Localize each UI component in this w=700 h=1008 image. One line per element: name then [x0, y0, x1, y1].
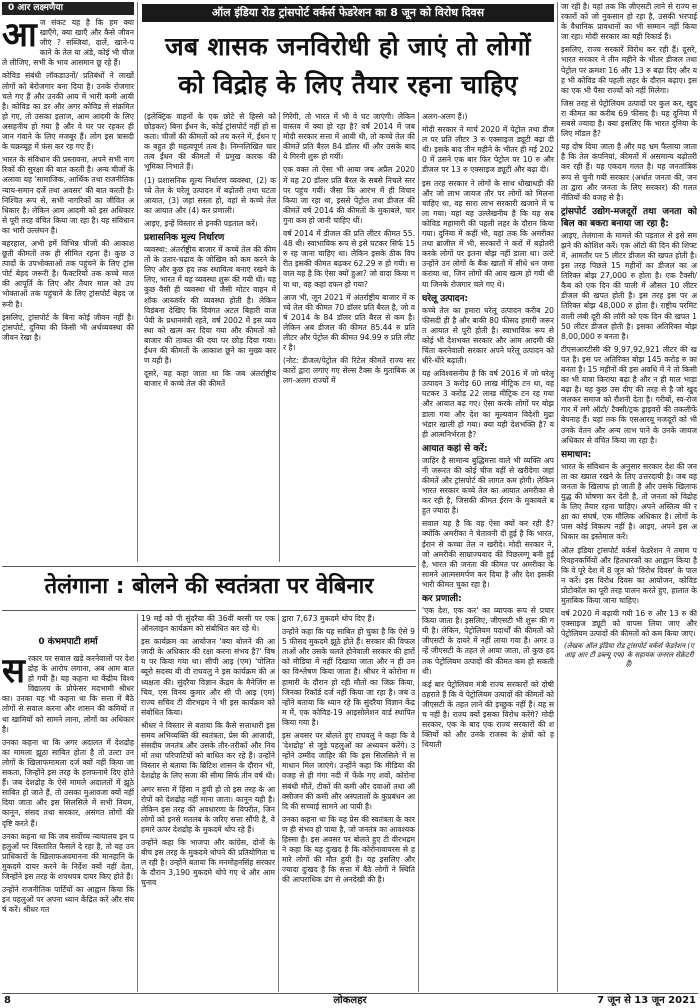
column-divider	[137, 2, 138, 562]
telangana-headline: तेलंगाना : बोलने की स्वतंत्रता पर वेबिनार	[44, 574, 374, 599]
article-paragraph: गिरेंगी, तो भारत में भी वे घट जाएंगी। लेकिन वास्तव में क्या हो रहा है? वर्ष 2014 में जब मोदी सरकार सत्ता में आयी थी, तो कच्चे तेल की कीमतें प्रति बैरल 84 डॉलर थीं और उसके बाद ये गिरनी शुरू हो गयीं।	[283, 112, 415, 162]
article-paragraph: व्यवस्था: अंतर्राष्ट्रीय बाजार में कच्चे तेल की कीमतों के उतार-चढ़ाव के जोखिम को कम करने के लिए और कुछ हद तक स्थायित्व बनाए रखने के लिए, भारत में यह व्यवस्था शुरू की गयी थी। यह कुछ वैसी ही व्यवस्था थी जैसी मोटर वाहन में शॉक आब्जर्वर की व्यवस्था होती है। लेकिन विडंबना देखिए कि दिवंगत अटल बिहारी वाजपेयी के प्रधानमंत्री रहते, वर्ष 2002 में इस व्यवस्था को खत्म कर दिया गया और कीमतों को बाजार की ताकत की दया पर छोड़ दिया गया। ईंधन की कीमतों के आकाश छूने का मुख्य कारण यही है।	[144, 245, 276, 366]
section-divider	[2, 566, 416, 567]
main-headline-line2: को विद्रोह के लिए तैयार रहना चाहिए	[178, 70, 518, 99]
article-paragraph: एक वक्त तो ऐसा भी आया जब अप्रैल 2020 में यह 20 डॉलर प्रति बैरल के सबसे निचले स्तर पर पहुंच गयीं। जैसा कि आरंभ में ही विचार किया जा रहा था, इससे पेट्रोल तथा डीजल की कीमतें वर्ष 2014 की कीमतों के मुकाबले, चार गुना कम हो जानी चाहिए थीं।	[283, 165, 415, 225]
main-headline-line1: जब शासक जनविरोधी हो जाएं तो लोगों	[165, 32, 531, 61]
article-paragraph: सवाल यह है कि वह ऐसा क्यों कर रही है? क्योंकि अमरीका ने चेतावनी दी हुई है कि भारत, ईरान से कच्चा तेल न खरीदे। मोदी सरकार ने, जो अमरीकी साम्राज्यवाद की पिछलग्गू बनी हुई है, भारत की जनता की कीमत पर अमरीका के सामने आत्मसमर्पण कर दिया है और देश इसकी भारी कीमत चुका रहा है।	[422, 519, 554, 589]
left-paragraph: ज संकट यह है कि हम क्या खाएँगे, क्या खाएँ और कैसे जीवन जीएं ? सब्जियां, दालें, खाने-पकाने के तेल या अंडे, कोई भी चीज ले लीजिए, सभी के भाव आसमान छू रहे हैं।	[2, 18, 134, 68]
left-dropcap: आ	[2, 18, 37, 55]
article-paragraph: (इलेक्ट्रिक वाहनों के एक छोटे से हिस्से को छोड़कर) बिना ईंधन के, कोई ट्रांसपोर्ट नहीं हो सकता। चीजों की कीमतों को तय करने में, ईंधन एक बहुत ही महत्वपूर्ण तत्व है। निम्नलिखित चार तत्व ईंधन की कीमतों में प्रमुख कारक की भूमिका निभाते हैं।	[144, 112, 276, 172]
article-paragraph: (नोट: डीजल/पेट्रोल की रिटेल कीमतें राज्य सरकारों द्वारा लगाए गए सेल्स टैक्स के मुताबिक अलग-अलग राज्यों में	[283, 356, 415, 386]
telangana-column-2	[141, 614, 275, 992]
article-paragraph: उनका कहना था कि यह प्रेस की स्वतंत्रता के कारण ही संभव हो पाया है, जो जनतंत्र का आवश्यक हिस्सा है। इस अवसर पर बोलते हुए टी वीरभद्रम ने कहा कि यह दुःखद है कि कोरोनावायरस से हमारे लोगों की मौत हुयी है। यह इसलिए और ज्यादा दुःखद है कि सत्ता में बैठे लोगों ने स्थिति की आपराधिक ढंग से अनदेखी की है।	[282, 814, 415, 885]
article-subhead: ट्रांसपोर्ट उद्योग-मजदूरों तथा जनता को बिल का बकरा बनाया जा रहा है:	[561, 206, 697, 229]
article-column-3	[283, 112, 415, 562]
article-paragraph: जा रही है। यहां तक कि जीएसटी लाने से राज्य सरकारों को जो नुकसान हो रहा है, उसकी भरपाई के वैधानिक प्रावधानों का भी सम्मान नहीं किया जा रहा। मोदी सरकार का यही रिकार्ड है।	[561, 2, 697, 42]
article-paragraph: जाहिर है सामान्य बुद्धिमत्ता वाले भी व्यक्ति अपनी जरूरत की कोई चीज वहीं से खरीदेगा जहां कीमतें और ट्रांसपोर्ट की लागत कम होगी। लेकिन भारत सरकार कच्चे तेल का आयात अमरीका से कर रही है, जिसकी कीमत ईरान के मुकाबले बहुत ज्यादा है।	[422, 455, 554, 516]
article-paragraph: श्रीधर ने विस्तार से बताया कि कैसे सत्ताधारी इस समय अभिव्यक्ति की स्वतंत्रता, प्रेस की आजादी, संसदीय जनतंत्र और उसके तौर-तरीकों और नियमों तथा परिपाटियों को बाधित कर रहे हैं। उन्होंने विस्तार से बताया कि ब्रिटिश शासन के दौरान भी, देशद्रोह के लिए सजा की सीमा सिर्फ तीन वर्ष थी।	[141, 720, 275, 781]
article-paragraph: दूसरे, यह कहा जाता था कि जब अंतर्राष्ट्रीय बाजार में कच्चे तेल की कीमतें	[144, 369, 276, 389]
column-divider	[278, 614, 279, 992]
article-paragraph: अगर सत्ता में हिंसा न हुयी हो तो इस तरह के आरोपों को देशद्रोह नहीं माना जाता। कानून यही है। लेकिन इस तरह की अवधारणा के विपरीत, जिन लोगों को इनसे मतलब के जरिए सत्ता सौंपी है, वे हमारे ऊपर देशद्रोह के मुकदमे थोप रहे हैं।	[141, 784, 275, 834]
telangana-column-1	[2, 654, 134, 992]
article-subhead: प्रशासनिक मूल्य निर्धारण	[144, 233, 225, 244]
article-paragraph: इस अवसर पर बोलते हुए राघवलु ने कहा कि वे 'देशद्रोह' से जुड़े पहलुओं का अध्ययन करेंगे। उन्होंने उम्मीद जाहिर की कि इस सिलसिले में समाधान मिल जाएंगे। उन्होंने कहा कि मीडिया की वजह से ही गंगा नदी में फेंके गए शवों, कोरोना संबंधी मौतें, टीकों की कमी और दवाओं तथा ऑक्सीजन की कमी और अस्पतालों के कुप्रबंधन आदि की सच्चाई सामने आ पायी है।	[282, 731, 415, 811]
article-paragraph: उन्होंने राजनीतिक पार्टियों का आह्वान किया कि इन पहलुओं पर अपना ध्यान केंद्रित करें और संघर्ष करें। श्रीधर गत	[2, 885, 134, 915]
article-paragraph: आइए, इन्हें विस्तार से इनकी पड़ताल करें।	[144, 218, 258, 228]
column-divider	[418, 112, 419, 992]
article-paragraph: यह दोष दिया जाता है और यह भ्रम फैलाया जाता है कि तेल कंपनियां, कीमतों में असमान्य बढ़ोतरी कर रही हैं। यह एकदम गलत है। यह जनतांत्रिक रूप से चुनी गयी सरकार (अर्थात जनता की, जनता द्वारा और जनता के लिए सरकार) की गलत नीतियों की वजह से है।	[561, 142, 697, 202]
paper-name: लोकलहर	[333, 995, 367, 1006]
article-paragraph: 'एक देश, एक कर' का व्यापक रूप से प्रचार किया जाता है। इसलिए, जीएसटी भी शुरू की गयी है। लेकिन, पेट्रोलियम पदार्थों की कीमतों को जीएसटी के दायरे में नहीं लाया गया है। अगर उन्हें जीएसटी के तहत ले आया जाता, तो कुछ हद तक पेट्रोलियम उत्पादों की कीमत कम हो सकती थी।	[422, 606, 554, 676]
article-paragraph: वर्ष 2014 में डीजल की प्रति लीटर कीमत 55.48 थी। स्वाभाविक रूप से इसे घटकर सिर्फ 15 रु रह जाना चाहिए था। लेकिन इसके ठीक विपरीत इसकी कीमत बढ़कर 62.29 रु हो गयी। सवाल यह है कि ऐसा क्यों हुआ? जो वादा किया गया था, वह कहां दफन हो गया?	[283, 229, 415, 289]
article-paragraph: यह अविश्वसनीय है कि वर्ष 2016 में जो घरेलू उत्पादन 3 करोड़ 60 लाख मीट्रिक टन था, वह घटकर 3 करोड़ 22 लाख मीट्रिक टन रह गया और आयात बढ़ गए। ऐसा करके लोगों पर बोझ डाला गया और देश का मूल्यवान विदेशी मुद्रा भंडार खाली हो गया। क्या यही देशभक्ति है? यही आत्मनिर्भरता है?	[422, 369, 554, 439]
telangana-author: 0 कंभमपाटी शर्मा	[38, 637, 98, 647]
article-column-2	[144, 112, 276, 562]
telangana-dropcap: स	[2, 654, 25, 691]
column-divider	[137, 614, 138, 992]
article-paragraph: वर्ष 2020 में बढ़ायी गयी 16 रु और 13 रु की एक्साइज ड्यूटी को वापस लिया जाए और पेट्रोलियम उत्पादों की कीमतों को कम किया जाए।	[561, 609, 697, 639]
article-paragraph: आइए, तेलंगाना के मामले की पड़ताल से इसे समझने की कोशिश करें। एक ऑटो की दिन की शिफ्ट में, आमतौर पर 5 लीटर डीजल की खपत होती है। इस तरह पिछले 15 महीनों का डीजल का अतिरिक्त बोझ 27,000 रु होता है। एक टैक्सी/कैब को एक दिन की पाली में औसत 10 लीटर डीजल की खपत होती है। इस तरह इस पर अतिरिक्त बोझ 48,000 रु होता है। राष्ट्रीय परमिटवाली लंबी दूरी की लॉरी को एक दिन की खपत 150 लीटर डीजल होती है। इसका अतिरिक्त बोझ 8,00,000 रु बनता है।	[561, 230, 697, 341]
article-paragraph: उन्होंने कहा कि भाजपा और कांग्रेस, दोनों के बीच इस तरह के मुकदमे थोपने की प्रतियोगिता चल रही है। उन्होंने बताया कि मनमोहनसिंह सरकार के दौरान 3,190 मुकदमे थोपे गए थे और आम चुनाव	[141, 837, 275, 888]
section-divider	[2, 610, 416, 611]
left-column-article	[2, 18, 134, 563]
article-paragraph: जिस तरह से पेट्रोलियम उत्पादों पर कुल कर, खुदरा कीमत का करीब 69 फीसद है। यह दुनिया में सबसे ज्यादा है। क्या इसलिए कि भारत दुनिया के लिए मॉडल है?	[561, 98, 697, 139]
article-paragraph: अलग-अलग हैं।)	[422, 112, 468, 121]
article-paragraph: टीएसआरटीसी की 9,97,92,921 लीटर की खपत है। इस पर अतिरिक्त बोझ 145 करोड़ रु का बनता है। 15 महीनों की इस अवधि में ने तो किसी का भी यात्रा किराया बढ़ा है और न ही माल भाड़ा बढ़ा है। यह कुछ उस दीए की तरह से है जो खुद जलकर समाज को रौशनी देता है। गरीबों, स्व-रोजगार में लगे ऑटो/ टैक्सी/ट्रक ड्राइवरों की तकलीफें बेपनाह हैं। यहां तक कि एसआरयू मजदूरों को भी उनके वेतन और अन्य लाभ पाने के उनके जायज अधिकार से वंचित किया जा रहा है।	[561, 344, 697, 445]
article-paragraph: मोदी सरकार ने मार्च 2020 में पेट्रोल तथा डीजल पर प्रति लीटर 3 रु एक्साइज ड्यूटी बढ़ा दी थी। इसके बाद तीन महीने के भीतर ही मई 2020 में उसने एक बार फिर पेट्रोल पर 10 रु और डीजल पर 13 रु एक्साइज ड्यूटी और बढ़ा दी।	[422, 125, 554, 175]
article-paragraph: आज भी, जून 2021 में अंतर्राष्ट्रीय बाजार में कच्चे तेल की कीमत 70 डॉलर प्रति बैरल है, जो वर्ष 2014 के 84 डॉलर प्रति बैरल से कम है। लेकिन अब डीजल की कीमत 85.44 रु प्रति लीटर और पेट्रोल की कीमत 94.99 रु प्रति लीटर है।	[283, 292, 415, 353]
column-divider	[279, 112, 280, 562]
article-paragraph: इस कार्यक्रम का आयोजन 'क्या बोलने की आजादी के अधिकार की रक्षा करना संभव है?' विषय पर किया गया था। सीपी आइ (एम) 'पोलित ब्यूरो सदस्य बी वी राघवलु ने इस कार्यक्रम की अध्यक्षता की। सुंदरैया विज्ञान केंद्रम के मैनेजिंग सचिव, एस विनय कुमार और सी पी आइ (एम) राज्य सचिव टी वीरभद्रम ने भी इस कार्यक्रम को संबोधित किया।	[141, 637, 275, 717]
left-paragraph: बहरहाल, अभी हमें विभिन्न चीजों की आकाश छूती कीमतों तक ही सीमित रहना है। कुछ उत्पादों के उपभोक्ताओं तक पहुंचने के लिए ट्रांसपोर्ट बेहद जरूरी है। फैक्टरियों तक कच्चे माल की आपूर्ति के लिए और तैयार माल को उपभोक्ताओं तक पहुंचाने के लिए ट्रांसपोर्ट बेहद जरूरी है।	[2, 238, 134, 309]
page-number: 8	[4, 995, 11, 1006]
telangana-column-3	[282, 614, 415, 992]
article-paragraph: 19 मई को पी सुंदरैया की 36वीं बरसी पर एक ऑनलाइन कार्यक्रम को संबोधित कर रहे थे।	[141, 614, 275, 634]
article-paragraph: उनका कहना था कि अगर अदालत में देशद्रोह का मामला झूठा साबित होता है तो उल्टा उन लोगों के खिलाफमामला दर्ज क्यों नहीं किया जा सकता, जिन्होंने इस तरह के हलफनामे दिए होते हैं। जब देशद्रोह के ऐसे मामले अदालतों में झूठे साबित हो जाते हैं, तो उसका मुआवजा क्यों नहीं दिया जाता और इस सिलसिले में सभी नियम, कानून, संसद तथा सरकार, असंगत लोगों की दृष्टि करते हैं।	[2, 737, 134, 828]
article-subhead: कर प्रणाली:	[422, 594, 462, 605]
article-paragraph: रकार पर सवाल खड़े करनेवालों पर देशद्रोह के आरोप लगाना, अब आम बात हो गयी है। यह कहना था केंद्रीय विश्वविद्यालय के प्रोफेसर मदभामी श्रीधर का। उनका यह भी कहना था कि सत्ता में बैठे लोगों से सवाल करना और शासन की कमियों तथा खामियों को सामने लाना, लोगों का अधिकार है।	[2, 654, 134, 734]
article-banner: ऑल इंडिया रोड ट्रांसपोर्ट वर्कर्स फेडरेशन का 8 जून को विरोध दिवस	[142, 4, 554, 22]
right-column-article	[561, 2, 697, 992]
left-column-author: 0 आर लक्ष्मणैया	[2, 2, 134, 15]
article-paragraph: द्वारा 7,673 मुकदमे थोप दिए हैं।	[282, 614, 375, 623]
article-paragraph: उन्होंने कहा कि यह साबित हो चुका है कि ऐसे 95 फीसद मुकदमे झूठे होते हैं। सरकार की विफलताओं और उसके चलते होनेवाली सरकार की हारों को मीडिया में नहीं दिखाया जाता और न ही उनका विश्लेषण किया जाता है। श्रीधर ने कोरोना महामारी के दौरान हो रही मौतों का जिक्र किया, जिनका रिकॉर्ड दर्ज नहीं किया जा रहा है। जब उन्होंने बताया कि ध्यान रहे कि सुंदरैया विज्ञान केंद्रम में, एक कोविड-19 आइसोलेशन वार्ड स्थापित किया गया है।	[282, 627, 415, 727]
article-paragraph: कच्चे तेल का हमारा घरेलू उत्पादन करीब 20 फीसदी ही है और बाकी 80 फीसद हमारी जरूरत आयात से पूरी होती है। स्वाभाविक रूप से कोई भी देशभक्त सरकार और आम आदमी की चिंता करनेवाली सरकार अपने घरेलू उत्पादन को धीरे-धीरे बढ़ाती।	[422, 305, 554, 366]
left-paragraph: इसलिए, ट्रांसपोर्ट के बिना कोई जीवन नहीं है। ट्रांसपोर्ट, दुनिया की किसी भी अर्थव्यवस्था की जीवन रेखा है।	[2, 312, 134, 342]
author-credit: (लेखक ऑल इंडिया रोड ट्रांसपोर्ट वर्कर्स फेडरेशन (ए आइ आर टी डब्ल्यू एफ) के सहायक जनरल सेक्रेटरी हैं)	[564, 642, 694, 669]
article-subhead: घरेलू उत्पादन:	[422, 293, 469, 304]
article-paragraph: उनका कहना था कि जब सर्वोच्च न्यायालय इन पहलुओं पर विस्तारित फैसले दे रहा है, तो यह उन प्राधिकारों के खिलाफअवमानना की मानहानि के मुकदमे दायर करने के निर्देश क्यों नहीं देता, जिन्होंने इस तरह के शपथपत्र दायर किए होते हैं।	[2, 831, 134, 881]
article-paragraph: ऑल इंडिया ट्रांसपोर्ट वर्कर्स फेडरेशन ने तमाम परिवहनकर्मियों और हितधारकों का आह्वान किया है कि वे पूरे देश में 8 जून को 'विरोध दिवस' के पालन करें। इस विरोध दिवस का आयोजन, कोविड प्रोटोकॉल का पूरी तरह पालन करते हुए, हालात के मुताबिक किया जाना चाहिए।	[561, 545, 697, 605]
article-subhead: आयात कहां से करें:	[422, 443, 488, 454]
left-paragraph: भारत के संविधान की प्रस्तावना, अपने सभी नागरिकों की सुरक्षा की बात करती है। अन्य चीजों के अलावा यह 'सामाजिक, आर्थिक तथा राजनीतिक न्याय-समान दर्जे तथा अवसर' की बात करती है। निश्चित रूप से, सभी नागरिकों का जीवित अधिकार है। लेकिन आम आदमी को इस अधिकार से पूरी तरह वंचित किया जा रहा है। यह संविधान का भारी उल्लंघन है।	[2, 155, 134, 235]
article-subhead: समाधान:	[561, 449, 592, 460]
left-paragraph: कोविड संबंधी लॉकडाउनों/ प्रतिबंधों ने लाखों लोगों को बेरोजगार बना दिया है। उनके रोजगार चले गए हैं और उनकी आय में भारी कमी आयी है। कोविड का डर और अगर कोविड से संक्रमित हो गए, तो उसका इलाज, आम आदमी के लिए असहनीय हो गया है और वे घर पर रहकर ही जान गंवाने के लिए मजबूर हैं। लोग इस त्रासदी के चक्रव्यूह में फंस कर रह गए हैं।	[2, 71, 134, 152]
article-paragraph: इसलिए, राज्य सरकारें विरोध कर रही हैं। दूसरे, भारत सरकार ने तीन महीने के भीतर डीजल तथा पेट्रोल पर क्रमशः 16 और 13 रु बढ़ा दिए और यह भी कोविड की पहली लहर के दौरान बढ़ाए। इसका एक भी पैसा राज्यों को नहीं मिलेगा।	[561, 45, 697, 95]
article-column-4	[422, 112, 554, 992]
article-paragraph: (1) प्रशासनिक मूल्य निर्धारण व्यवस्था, (2) कच्चे तेल के घरेलू उत्पादन में बढ़ोतरी तथा घटता आयात, (3) जहां सस्ता हो, वहां से कच्चे तेल का आयात और (4) कर प्रणाली।	[144, 175, 276, 215]
article-paragraph: कई बार पेट्रोलियम मंत्री राज्य सरकारों को दोषी ठहराते हैं कि वे पेट्रोलियम उत्पादों की कीमतों को जीएसटी के तहत लाने की इच्छुक नहीं हैं। यह सच नहीं है। राज्य क्यों इसका विरोध करेंगे? मोदी सरकार, एक के बाद एक राज्य सरकारों की शक्तियों को और उनके राजस्व के क्षेत्रों को हथियाती	[422, 679, 554, 750]
article-paragraph: इस तरह सरकार ने लोगों के साथ धोखाधड़ी की और जो लाभ जायज तौर पर लोगों को मिलना चाहिए था, वह सारा लाभ सरकारी खजाने में चला गया। यहां यह उल्लेखनीय है कि यह सब कोविड महामारी की पहली लहर के दौरान किया गया। दुनिया में कहीं भी, यहां तक कि अमरीका तथा ब्राजील में भी, सरकारों ने करों में बढ़ोतरी करके लोगों पर इतना बोझ नहीं डाला था। उल्टे उन्होंने उन लोगों के बैंक खातों में सीधे धन जमा कराया था, जिन लोगों की आय खत्म हो गयी थी या जिनके रोजगार चले गए थे।	[422, 178, 554, 289]
column-divider	[557, 2, 558, 992]
article-paragraph: भारत के संविधान के अनुसार सरकार देश की जनता का ख्याल रखने के लिए उत्तरदायी है। जब वह जनता के खिलाफ हो जाती है और उसके खिलाफ युद्ध की घोषणा कर देती है, तो जनता को विद्रोह के लिए तैयार रहना चाहिए। अपने अस्तित्व की रक्षा का संघर्ष, एक मौलिक अधिकार है। लोगों के पास कोई विकल्प नहीं है। आइए, अपने इस अधिकार का इस्तेमाल करें।	[561, 461, 697, 542]
issue-date: 7 जून से 13 जून 2021	[597, 995, 696, 1006]
